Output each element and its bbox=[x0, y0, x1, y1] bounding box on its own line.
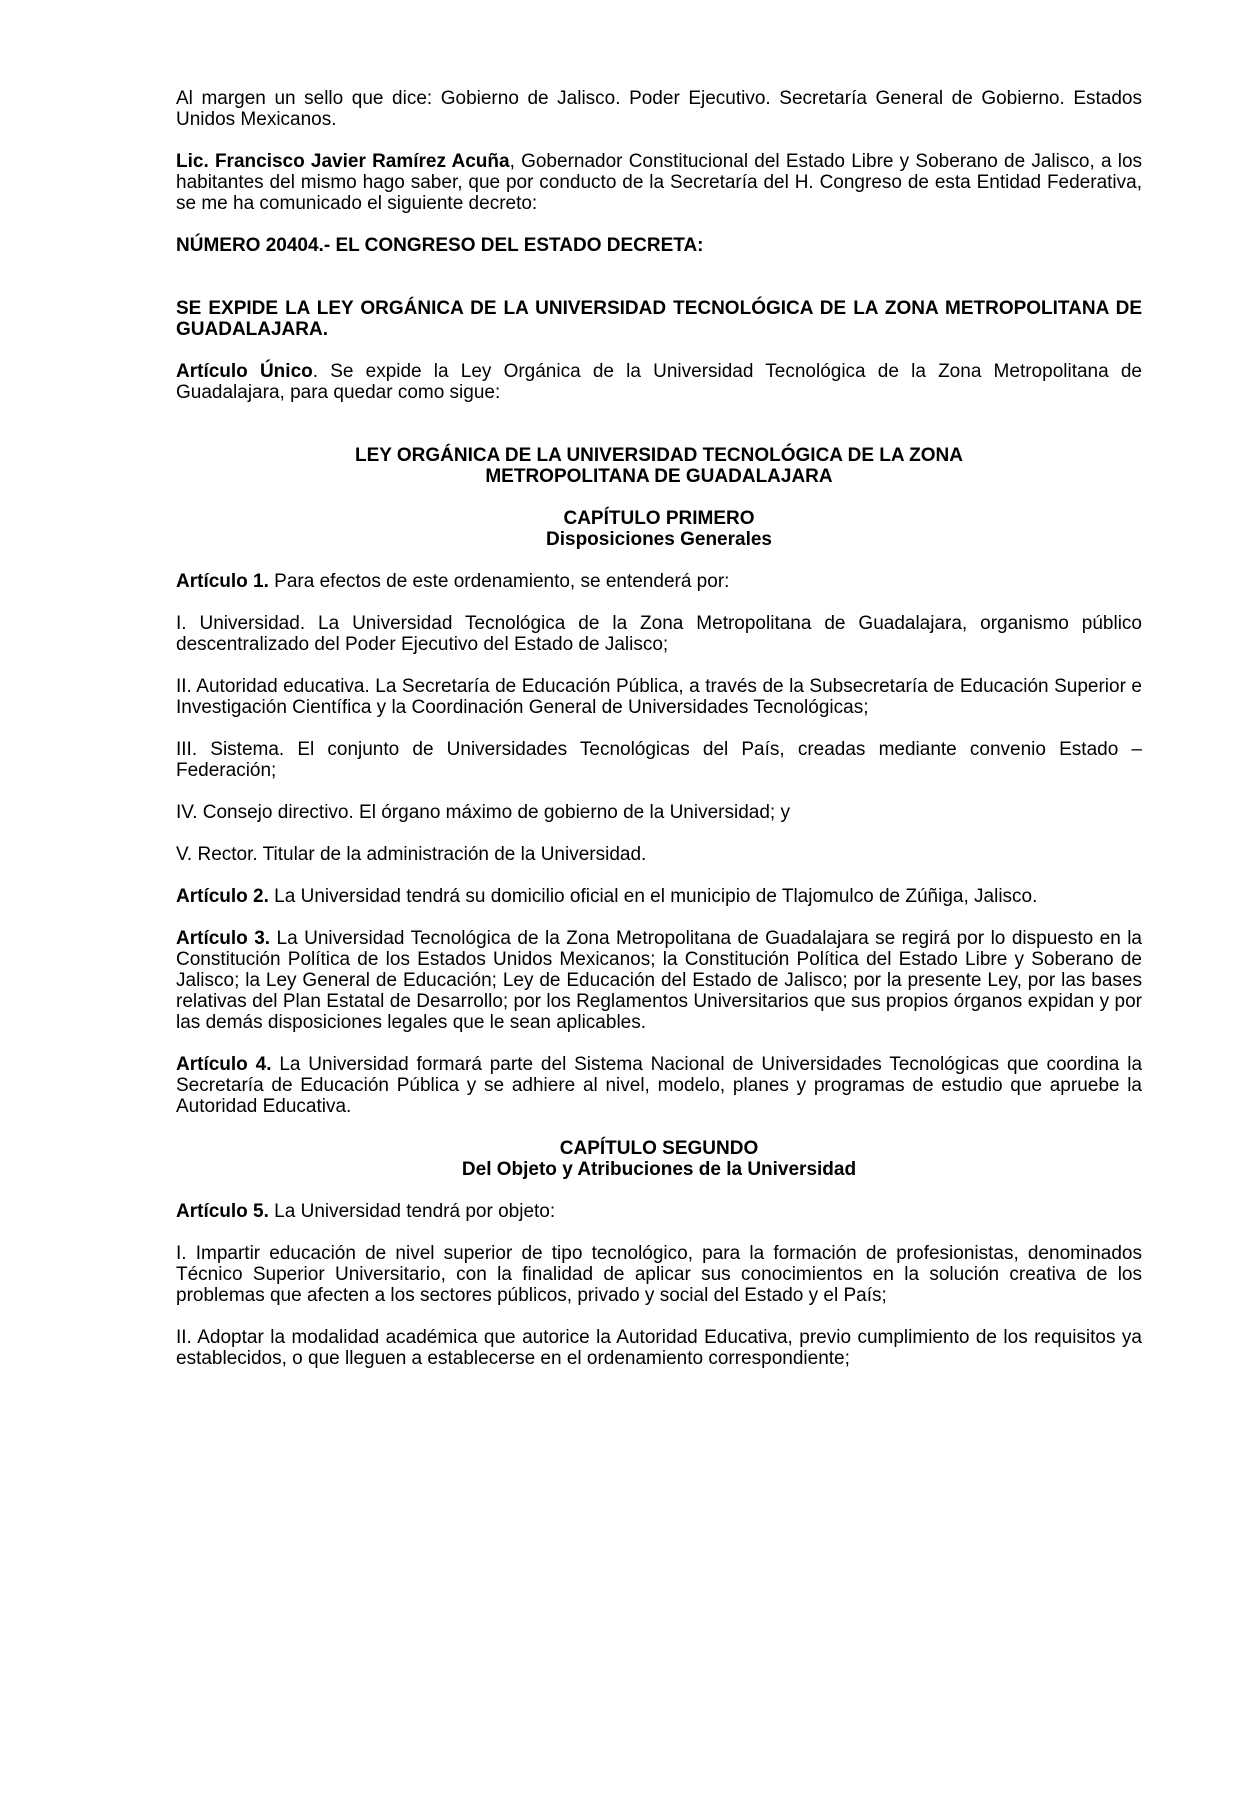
article-2-text: La Universidad tendrá su domicilio oficial en el municipio de Tlajomulco de Zúñiga, Jalisco. bbox=[268, 886, 1038, 907]
definition-item: II. Autoridad educativa. La Secretaría de Educación Pública, a través de la Subsecretaría de Educación Superior e Investigación Científica y la Coordinación General de Universidades Tecnológicas; bbox=[176, 676, 1142, 718]
article-1-label: Artículo 1. bbox=[176, 571, 269, 592]
chapter1-heading-block bbox=[176, 508, 1142, 550]
definition-item: I. Universidad. La Universidad Tecnológica de la Zona Metropolitana de Guadalajara, organismo público descentralizado del Poder Ejecutivo del Estado de Jalisco; bbox=[176, 613, 1142, 655]
article-3-text: La Universidad Tecnológica de la Zona Metropolitana de Guadalajara se regirá por lo dispuesto en la Constitución Política de los Estados Unidos Mexicanos; la Constitución Política del Estado Libre y Soberano de Jalisco; la Ley General de Educación; Ley de Educación del Estado de Jalisco; por la presente Ley, por las bases relativas del Plan Estatal de Desarrollo; por los Reglamentos Universitarios que sus propios órganos expidan y por las demás disposiciones legales que le sean aplicables. bbox=[176, 928, 1143, 1033]
article-4 bbox=[176, 1054, 1142, 1117]
definition-item: III. Sistema. El conjunto de Universidades Tecnológicas del País, creadas mediante convenio Estado – Federación; bbox=[176, 739, 1142, 781]
chapter1-subheading: Disposiciones Generales bbox=[546, 529, 772, 550]
governor-text: , Gobernador Constitucional del Estado Libre y Soberano de Jalisco, a los habitantes del mismo hago saber, que por conducto de la Secretaría del H. Congreso de esta Entidad Federativa, se me ha comunicado el siguiente decreto: bbox=[176, 151, 1143, 214]
governor-paragraph bbox=[176, 151, 1142, 214]
sole-article-label: Artículo Único bbox=[176, 361, 313, 382]
decree-number-text: NÚMERO 20404.- EL CONGRESO DEL ESTADO DECRETA: bbox=[176, 235, 704, 256]
sole-article bbox=[176, 361, 1142, 403]
definition-item: IV. Consejo directivo. El órgano máximo de gobierno de la Universidad; y bbox=[176, 802, 790, 823]
article-5-label: Artículo 5. bbox=[176, 1201, 269, 1222]
article-2-label: Artículo 2. bbox=[176, 886, 269, 907]
decree-title-text: SE EXPIDE LA LEY ORGÁNICA DE LA UNIVERSIDAD TECNOLÓGICA DE LA ZONA METROPOLITANA DE GUADALAJARA. bbox=[176, 298, 1142, 340]
article-4-text: La Universidad formará parte del Sistema Nacional de Universidades Tecnológicas que coordina la Secretaría de Educación Pública y se adhiere al nivel, modelo, planes y programas de estudio que apruebe la Autoridad Educativa. bbox=[176, 1054, 1143, 1117]
article-1 bbox=[176, 571, 1142, 592]
article-1-text: Para efectos de este ordenamiento, se entenderá por: bbox=[268, 571, 730, 592]
decree-number bbox=[176, 235, 1142, 256]
chapter2-heading: CAPÍTULO SEGUNDO bbox=[559, 1138, 759, 1159]
article-2 bbox=[176, 886, 1142, 907]
definition-item: V. Rector. Titular de la administración de la Universidad. bbox=[176, 844, 647, 865]
objective-item: I. Impartir educación de nivel superior de tipo tecnológico, para la formación de profesionistas, denominados Técnico Superior Universitario, con la finalidad de aplicar sus conocimientos en la solución creativa de los problemas que afecten a los sectores públicos, privado y social del Estado y el País; bbox=[176, 1243, 1142, 1306]
article-5-text: La Universidad tendrá por objeto: bbox=[268, 1201, 556, 1222]
law-title bbox=[176, 445, 1142, 487]
law-title-line2: METROPOLITANA DE GUADALAJARA bbox=[485, 466, 833, 487]
law-title-line1: LEY ORGÁNICA DE LA UNIVERSIDAD TECNOLÓGICA DE LA ZONA bbox=[354, 445, 964, 466]
article-5 bbox=[176, 1201, 1142, 1222]
article-3 bbox=[176, 928, 1142, 1033]
article-4-label: Artículo 4. bbox=[176, 1054, 272, 1075]
chapter2-heading-block bbox=[176, 1138, 1142, 1180]
sole-article-text: . Se expide la Ley Orgánica de la Universidad Tecnológica de la Zona Metropolitana de Guadalajara, para quedar como sigue: bbox=[176, 361, 1142, 403]
objective-item: II. Adoptar la modalidad académica que autorice la Autoridad Educativa, previo cumplimiento de los requisitos ya establecidos, o que lleguen a establecerse en el ordenamiento correspondiente; bbox=[176, 1327, 1142, 1369]
governor-name: Lic. Francisco Javier Ramírez Acuña bbox=[176, 151, 510, 172]
seal-paragraph: Al margen un sello que dice: Gobierno de Jalisco. Poder Ejecutivo. Secretaría General de Gobierno. Estados Unidos Mexicanos. bbox=[176, 88, 1142, 130]
decree-title bbox=[176, 298, 1142, 340]
chapter2-subheading: Del Objeto y Atribuciones de la Universidad bbox=[461, 1159, 857, 1180]
article-3-label: Artículo 3. bbox=[176, 928, 271, 949]
chapter1-heading: CAPÍTULO PRIMERO bbox=[563, 508, 755, 529]
